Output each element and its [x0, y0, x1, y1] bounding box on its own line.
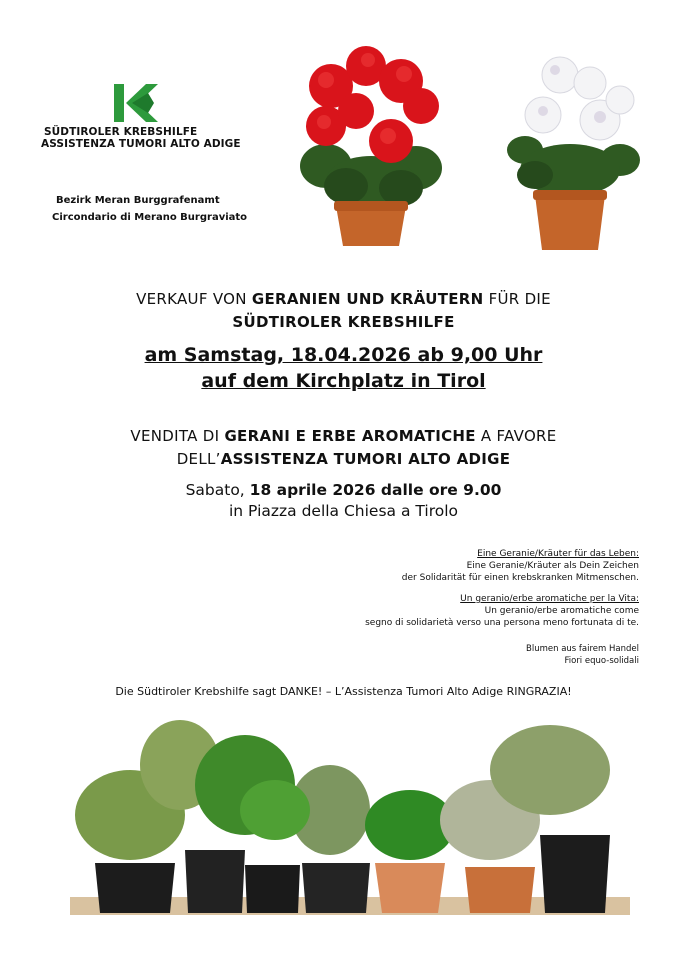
german-headline-prefix: VERKAUF VON: [136, 290, 252, 308]
german-headline-line1: [0, 290, 687, 308]
italian-headline-bold: GERANI E ERBE AROMATICHE: [224, 427, 476, 445]
fairtrade-it: Fiori equo-solidali: [564, 656, 639, 666]
motto-de-title: Eine Geranie/Kräuter für das Leben:: [477, 549, 639, 559]
fairtrade-de: Blumen aus fairem Handel: [526, 644, 639, 654]
white-geranium-image: [505, 55, 640, 253]
motto-de-line2: der Solidarität für einen krebskranken Mitmenschen.: [401, 573, 639, 583]
krebshilfe-logo-icon: [112, 84, 158, 122]
italian-headline-suffix: A FAVORE: [475, 427, 557, 445]
district-name-it: Circondario di Merano Burgraviato: [52, 212, 248, 223]
italian-event-date: [0, 481, 687, 499]
italian-date-prefix: Sabato,: [185, 481, 250, 499]
herb-pots-image: [70, 715, 630, 915]
red-geranium-image: [296, 46, 446, 251]
thanks-line: Die Südtiroler Krebshilfe sagt DANKE! – L’Assistenza Tumori Alto Adige RINGRAZIA!: [115, 685, 572, 698]
italian-headline-line2-prefix: DELL’: [176, 450, 221, 468]
motto-de: [402, 548, 639, 584]
fairtrade-note: [526, 643, 639, 667]
organization-name-de: SÜDTIROLER KREBSHILFE: [44, 126, 198, 138]
italian-event-place: in Piazza della Chiesa a Tirolo: [229, 502, 458, 520]
motto-de-line1: Eine Geranie/Kräuter als Dein Zeichen: [466, 561, 639, 571]
german-headline-line2: SÜDTIROLER KREBSHILFE: [232, 313, 455, 331]
german-headline-suffix: FÜR DIE: [483, 290, 551, 308]
organization-name-it: ASSISTENZA TUMORI ALTO ADIGE: [41, 138, 241, 150]
italian-headline-line2: [0, 450, 687, 468]
motto-it-line1: Un geranio/erbe aromatiche come: [484, 606, 639, 616]
german-event-place: auf dem Kirchplatz in Tirol: [201, 370, 486, 392]
motto-it-line2: segno di solidarietà verso una persona meno fortunata di te.: [365, 618, 639, 628]
motto-it: [365, 593, 639, 629]
italian-headline-prefix: VENDITA DI: [130, 427, 225, 445]
italian-headline-line2-bold: ASSISTENZA TUMORI ALTO ADIGE: [220, 450, 511, 468]
district-name-de: Bezirk Meran Burggrafenamt: [56, 195, 220, 206]
italian-date-bold: 18 aprile 2026 dalle ore 9.00: [249, 481, 502, 499]
motto-it-title: Un geranio/erbe aromatiche per la Vita:: [460, 594, 639, 604]
italian-headline-line1: [0, 427, 687, 445]
german-headline-bold: GERANIEN UND KRÄUTERN: [251, 290, 484, 308]
german-event-date: am Samstag, 18.04.2026 ab 9,00 Uhr: [144, 344, 543, 366]
